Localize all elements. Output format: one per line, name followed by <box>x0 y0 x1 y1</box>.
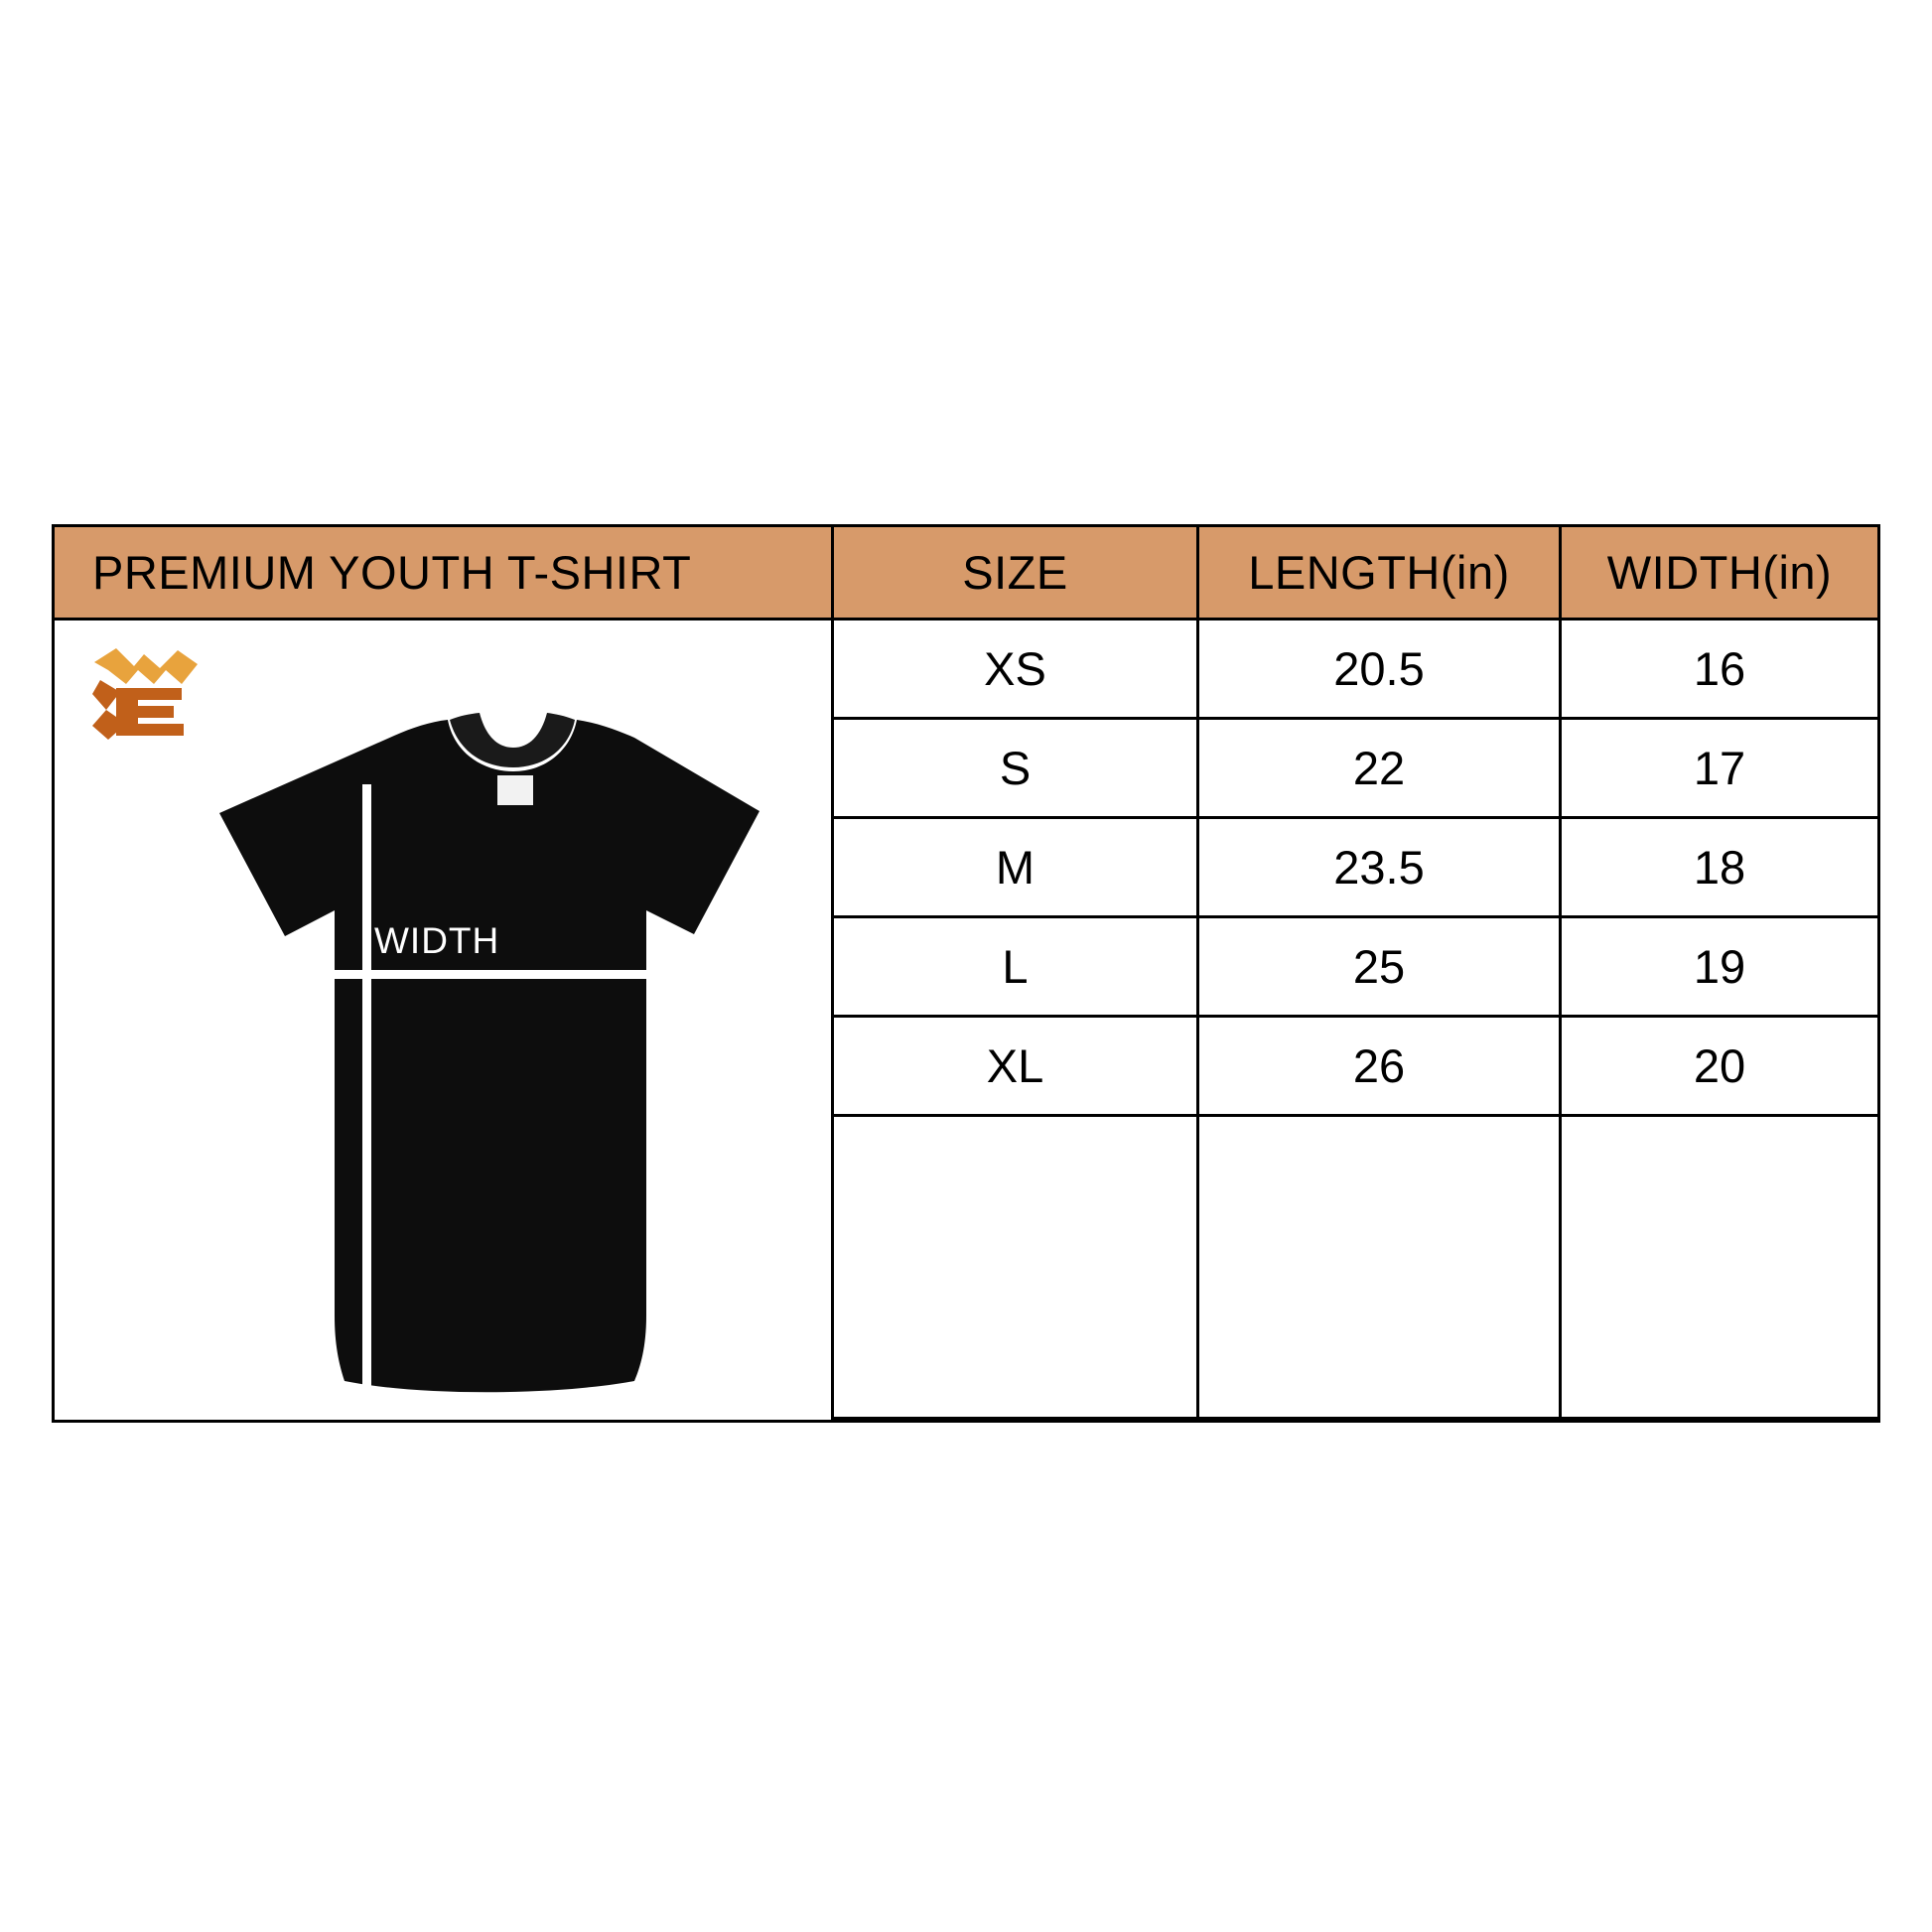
tshirt-illustration-cell <box>55 621 834 1420</box>
length-measure-line <box>362 784 371 1400</box>
table-row <box>834 1018 1877 1117</box>
cell-width: 16 <box>1693 642 1746 695</box>
cell-width: 20 <box>1693 1039 1746 1092</box>
column-header-length: LENGTH(in) <box>1199 527 1562 618</box>
cell-size: S <box>834 720 1199 816</box>
cell-size: L <box>834 918 1199 1015</box>
chart-title: PREMIUM YOUTH T-SHIRT <box>55 527 834 618</box>
cell-empty <box>1199 1117 1562 1417</box>
cell-empty <box>1562 1117 1877 1417</box>
cell-size: XL <box>834 1018 1199 1114</box>
column-header-width: WIDTH(in) <box>1606 546 1833 599</box>
table-row <box>834 819 1877 918</box>
table-empty-row <box>834 1117 1877 1420</box>
tshirt-graphic <box>164 700 779 1395</box>
cell-empty <box>834 1117 1199 1417</box>
table-row <box>834 720 1877 819</box>
cell-length: 26 <box>1199 1018 1562 1114</box>
size-chart <box>52 524 1880 1423</box>
tshirt-svg <box>164 700 779 1395</box>
cell-length: 20.5 <box>1199 621 1562 717</box>
width-label: WIDTH <box>374 920 500 961</box>
size-chart-header <box>55 527 1877 621</box>
table-row <box>834 918 1877 1018</box>
column-header-size: SIZE <box>834 527 1199 618</box>
cell-width: 18 <box>1693 841 1746 894</box>
cell-width: 19 <box>1693 940 1746 993</box>
cell-length: 22 <box>1199 720 1562 816</box>
cell-size: M <box>834 819 1199 915</box>
length-label: LENGTH <box>280 998 321 1154</box>
cell-size: XS <box>834 621 1199 717</box>
measurement-table <box>834 621 1877 1420</box>
table-row <box>834 621 1877 720</box>
cell-width: 17 <box>1693 742 1746 794</box>
cell-length: 23.5 <box>1199 819 1562 915</box>
cell-length: 25 <box>1199 918 1562 1015</box>
width-measure-line <box>333 970 660 979</box>
size-chart-body <box>55 621 1877 1420</box>
